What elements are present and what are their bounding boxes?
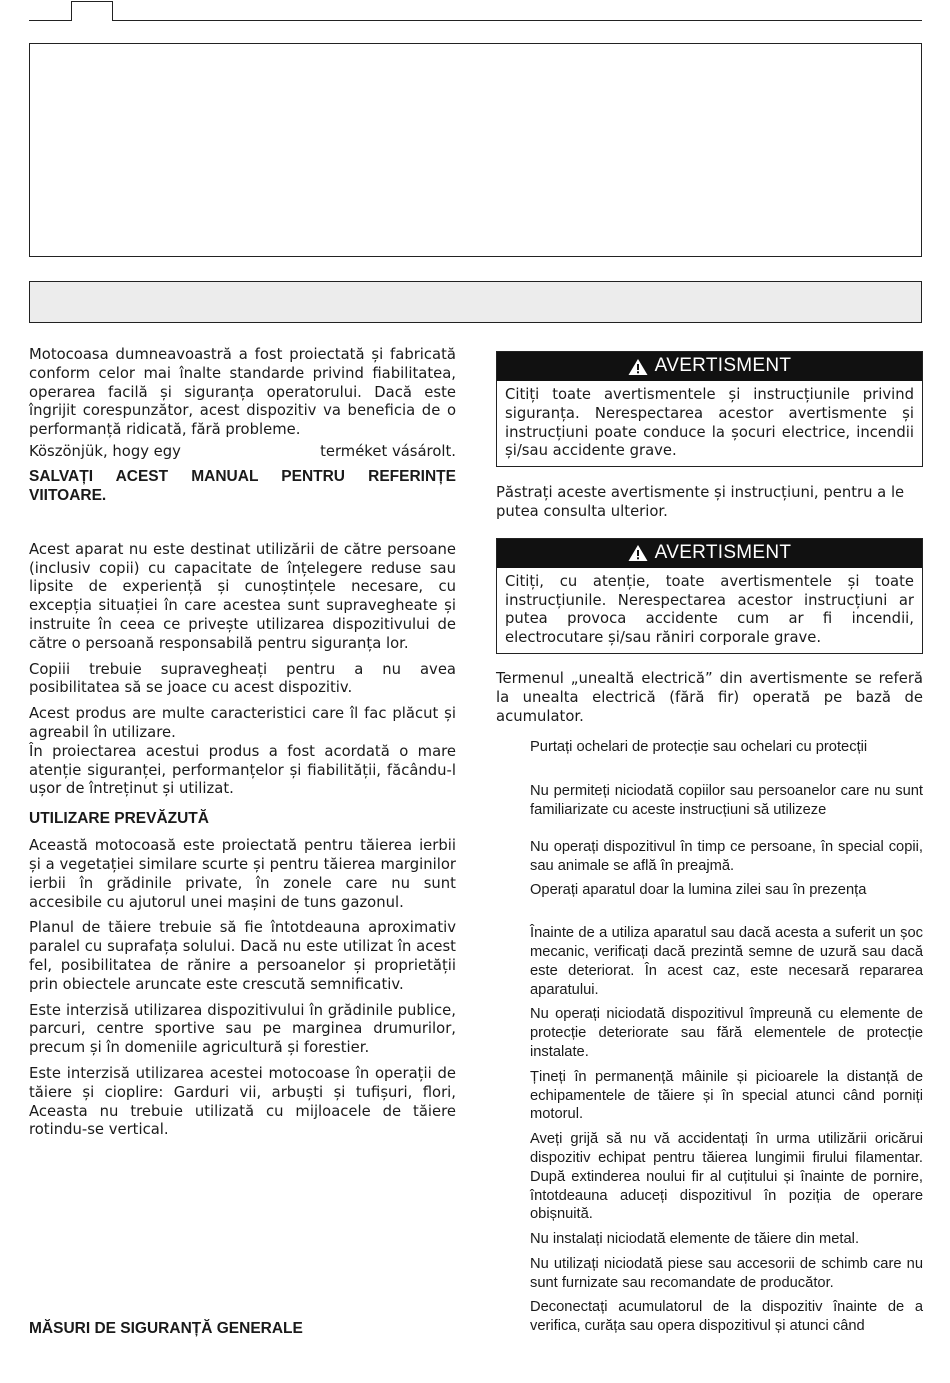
power-tool-term-text: Termenul „unealtă electrică” din avertismente se referă la unealta electrică (fără fir) operată pe bază de acumulator. xyxy=(496,669,923,725)
thanks-right: terméket vásárolt. xyxy=(320,442,456,460)
save-manual-heading: SALVAȚI ACEST MANUAL PENTRU REFERINȚE VIITOARE. xyxy=(29,467,456,504)
safety-item: Nu utilizați niciodată piese sau accesorii de schimb care nu sunt furnizate sau recomandate de producător. xyxy=(530,1255,923,1291)
safety-item: Operați aparatul doar la lumina zilei sau în prezența xyxy=(530,882,867,899)
page-number-tab xyxy=(71,1,113,21)
left-paragraph: Copiii trebuie supravegheați pentru a nu avea posibilitatea să se joace cu acest dispozitiv. xyxy=(29,660,456,697)
warning-triangle-icon xyxy=(628,544,648,562)
safety-item: Țineți în permanență mâinile și picioarele la distanță de echipamentele de tăiere și în special atunci când porniți motorul. xyxy=(530,1068,923,1123)
intended-use-paragraph: Este interzisă utilizarea acestei motocoase în operații de tăiere și cioplire: Garduri vii, arbuști și tufișuri, flori, Aceasta nu trebuie utilizată cu mijloacele de tăiere rotindu-se vertical. xyxy=(29,1064,456,1139)
intended-use-heading: UTILIZARE PREVĂZUTĂ xyxy=(29,810,209,828)
left-paragraph: Acest produs are multe caracteristici care îl fac plăcut și agreabil în utilizare. xyxy=(29,705,456,741)
general-safety-heading: MĂSURI DE SIGURANȚĂ GENERALE xyxy=(29,1320,303,1337)
intended-use-paragraph: Planul de tăiere trebuie să fie întotdeauna aproximativ paralel cu suprafața solului. Dacă nu este utilizat în acest fel, posibilitatea de rănire a persoanelor și proprietății prin obiectele aruncate este crescută semnificativ. xyxy=(29,919,456,993)
left-column xyxy=(29,346,456,1147)
section-title-bar xyxy=(29,281,922,323)
right-column xyxy=(496,351,923,1336)
header-box xyxy=(29,43,922,257)
safety-list xyxy=(496,738,923,1336)
safety-item: Nu operați niciodată dispozitivul împreună cu elemente de protecție deteriorate sau fără elementele de protecție instalate. xyxy=(530,1006,923,1060)
intended-use-paragraph: Este interzisă utilizarea dispozitivului în grădinile publice, parcuri, centre sportive sau pe marginea drumurilor, precum și în domeniile agricultură și forestier. xyxy=(29,1001,456,1057)
warning-header xyxy=(497,539,922,568)
intro-paragraph: Motocoasa dumneavoastră a fost proiectată și fabricată conform celor mai înalte standarde privind fiabilitatea, operarea facilă și siguranța operatorului. Dacă este îngrijit corespunzător, acest dispozitiv va beneficia de o performanță ridicată, fără probleme. xyxy=(29,346,456,439)
safety-item: Aveți grijă să nu vă accidentați în urma utilizării oricărui dispozitiv echipat pentru tăierea lungimii firului filamentar. După extinderea noului fir al cuțitului și înainte de pornire, întotdeauna aduceți dispozitivul în poziția de operare obișnuită. xyxy=(530,1131,923,1223)
thanks-line xyxy=(29,443,456,462)
safety-item: Nu operați dispozitivul în timp ce persoane, în special copii, sau animale se află în preajmă. xyxy=(530,838,923,874)
safety-item: Înainte de a utiliza aparatul sau dacă acesta a suferit un șoc mecanic, verificați dacă prezintă semne de uzură sau dacă este deteriorat. În acest caz, este necesară repararea aparatului. xyxy=(530,925,923,998)
warning-text: Citiți, cu atenție, toate avertismentele și toate instrucțiunile. Nerespectarea acestor instrucțiuni ar putea provoca accidente cum ar fi incendii, electrocutare și/sau răniri corporale grave. xyxy=(505,572,914,647)
left-paragraph: În proiectarea acestui produs a fost acordată o mare atenție siguranței, performanțelor și fiabilității, făcându-l ușor de întreținut și utilizat. xyxy=(29,742,456,798)
keep-instructions-text: Păstrați aceste avertismente și instrucțiuni, pentru a le putea consulta ulterior. xyxy=(496,484,905,520)
warning-box-2 xyxy=(496,538,923,654)
warning-triangle-icon xyxy=(628,358,648,376)
warning-box-1 xyxy=(496,351,923,467)
warning-text: Citiți toate avertismentele și instrucțiunile privind siguranța. Nerespectarea acestor avertismente și instrucțiuni poate conduce la șocuri electrice, incendii și/sau accidente grave. xyxy=(505,386,914,460)
warning-header xyxy=(497,352,922,381)
warning-title: AVERTISMENT xyxy=(654,355,792,377)
warning-title: AVERTISMENT xyxy=(654,541,792,563)
top-rule xyxy=(29,20,922,21)
safety-item: Purtați ochelari de protecție sau ochelari cu protecții xyxy=(530,739,868,756)
safety-item: Nu permiteți niciodată copiilor sau persoanelor care nu sunt familiarizate cu aceste instrucțiuni să utilizeze xyxy=(530,783,923,818)
safety-item: Nu instalați niciodată elemente de tăiere din metal. xyxy=(530,1231,860,1248)
safety-item: Deconectați acumulatorul de la dispozitiv înainte de a verifica, curăța sau opera dispozitivul și atunci când xyxy=(530,1299,923,1335)
left-paragraph: Acest aparat nu este destinat utilizării de către persoane (inclusiv copii) cu capacitate de înțelegere reduse sau lipsite de experiență și cunoștințele necesare, cu excepția situației în care acestea sunt supravegheate și instruite în ceea ce privește utilizarea dispozitivului de către o persoană responsabilă pentru siguranța lor. xyxy=(29,540,456,652)
intended-use-paragraph: Această motocoasă este proiectată pentru tăierea ierbii și a vegetației similare scurte și pentru tăierea marginilor ierbii în grădinile private, în zonele care nu sunt accesibile cu ajutorul unei mașini de tuns gazonul. xyxy=(29,837,456,911)
thanks-left: Köszönjük, hogy egy xyxy=(29,442,181,460)
